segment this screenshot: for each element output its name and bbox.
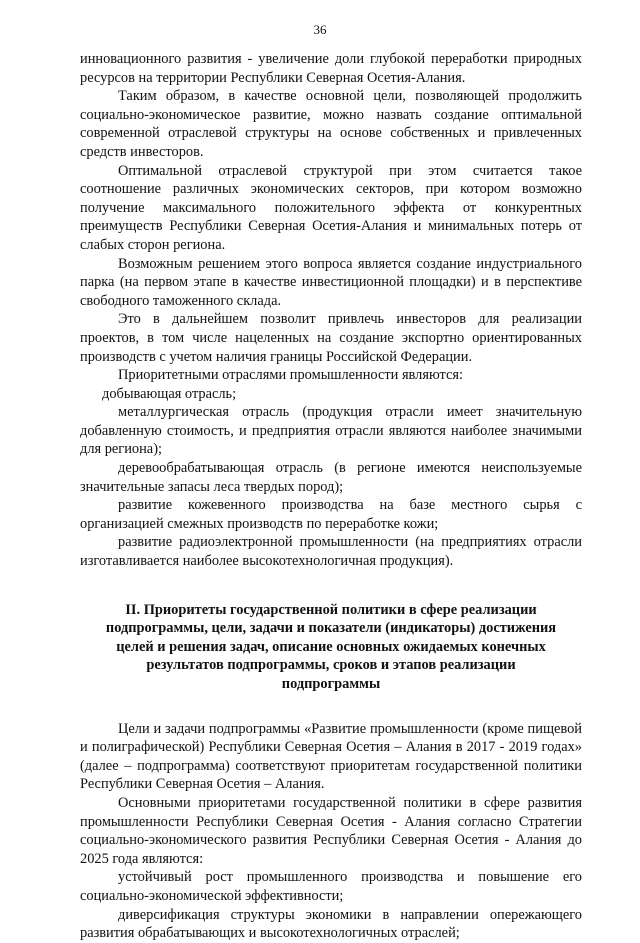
- document-body: [80, 50, 582, 943]
- heading-line: II. Приоритеты государственной политики в сфере реализации: [125, 601, 537, 618]
- heading-line: результатов подпрограммы, сроков и этапов реализации: [146, 657, 516, 674]
- paragraph: Оптимальной отраслевой структурой при этом считается такое соотношение различных экономических секторов, при котором возможно получение максимального положительного эффекта от конкурентных преимуществ Республики Северная Осетия-Алания и минимальных потерь от слабых сторон региона.: [80, 162, 582, 253]
- list-item: развитие радиоэлектронной промышленности (на предприятиях отрасли изготавливается наиболее высокотехнологичная продукция).: [80, 534, 582, 570]
- paragraph: Возможным решением этого вопроса является создание индустриального парка (на первом этапе в качестве инвестиционной площадки) и в перспективе свободного таможенного склада.: [80, 255, 582, 309]
- page-number: 36: [313, 22, 327, 37]
- paragraph: инновационного развития - увеличение доли глубокой переработки природных ресурсов на территории Республики Северная Осетия-Алания.: [80, 51, 582, 86]
- list-item: добывающая отрасль;: [102, 385, 237, 402]
- paragraph: Основными приоритетами государственной политики в сфере развития промышленности Республики Северная Осетия - Алания согласно Стратегии социально-экономического развития Республики Северная Осетия - Алания до 2025 года являются:: [80, 794, 582, 867]
- list-item: устойчивый рост промышленного производства и повышение его социально-экономической эффективности;: [80, 869, 582, 904]
- heading-line: целей и решения задач, описание основных ожидаемых конечных: [116, 638, 546, 655]
- paragraph: Цели и задачи подпрограммы «Развитие промышленности (кроме пищевой и полиграфической) Республики Северная Осетия – Алания в 2017 - 2019 годах» (далее – подпрограмма) соответствуют приоритетам государственной политики Республики Северная Осетия – Алания.: [80, 720, 582, 793]
- section-heading: [80, 601, 582, 694]
- heading-line: подпрограммы: [281, 676, 381, 692]
- list-item: развитие кожевенного производства на базе местного сырья с организацией смежных производств по переработке кожи;: [80, 497, 582, 532]
- list-item: металлургическая отрасль (продукция отрасли имеет значительную добавленную стоимость, и предприятия отрасли являются наиболее значимыми для региона);: [80, 404, 582, 458]
- paragraph: Таким образом, в качестве основной цели, позволяющей продолжить социально-экономическое развитие, можно назвать создание оптимальной современной отраслевой структуры на основе собственных и привлеченных средств инвесторов.: [80, 88, 582, 160]
- list-item: диверсификация структуры экономики в направлении опережающего развития обрабатывающих и высокотехнологичных отраслей;: [80, 906, 582, 942]
- paragraph: Это в дальнейшем позволит привлечь инвесторов для реализации проектов, в том числе нацеленных на создание экспортно ориентированных производств с учетом наличия границы Российской Федерации.: [80, 311, 582, 365]
- heading-line: подпрограммы, цели, задачи и показатели (индикаторы) достижения: [105, 620, 557, 637]
- paragraph: Приоритетными отраслями промышленности являются:: [118, 367, 463, 384]
- list-item: деревообрабатывающая отрасль (в регионе имеются неиспользуемые значительные запасы леса твердых пород);: [80, 460, 582, 495]
